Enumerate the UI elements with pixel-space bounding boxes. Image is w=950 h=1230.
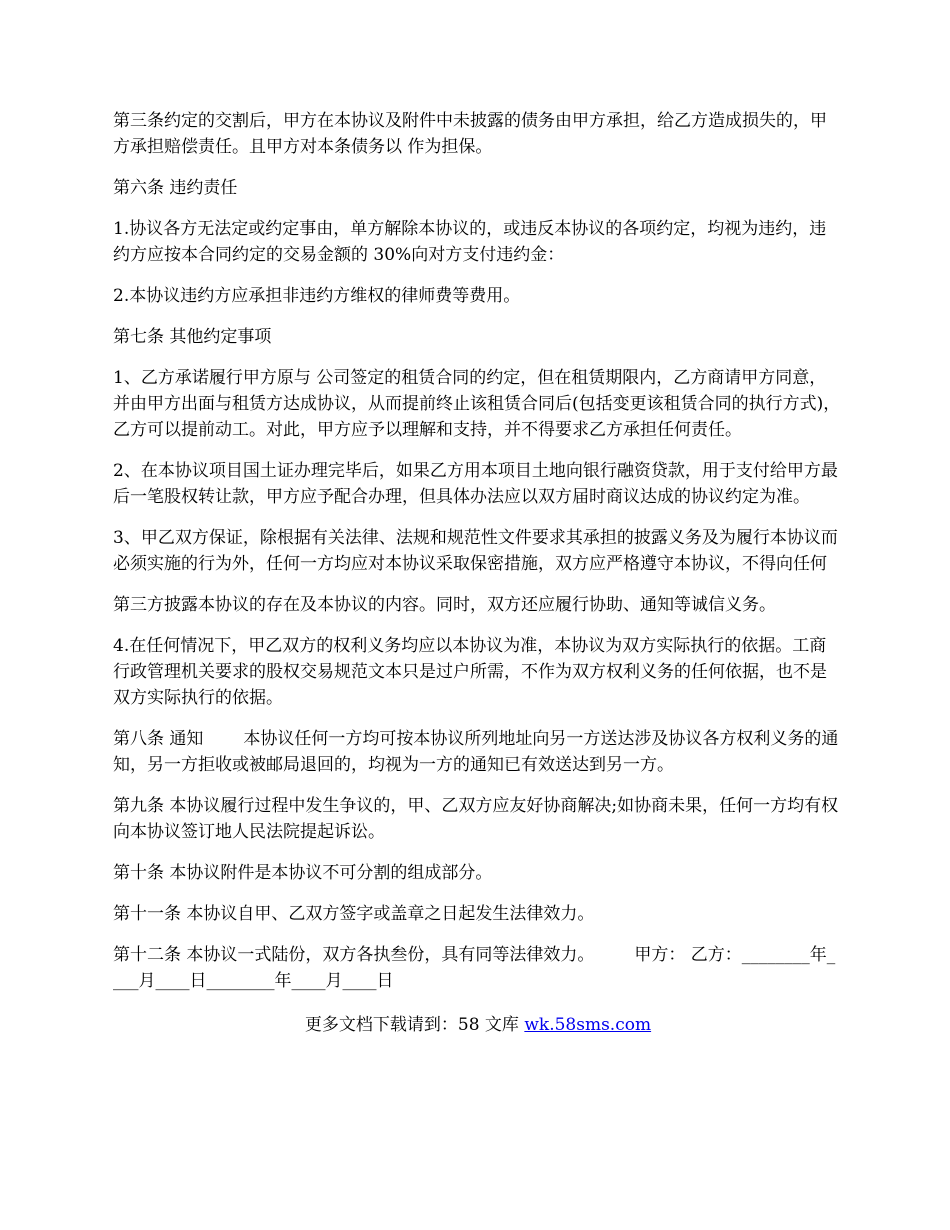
paragraph-other-4: 4.在任何情况下，甲乙双方的权利义务均应以本协议为准，本协议为双方实际执行的依据。工商行政管理机关要求的股权交易规范文本只是过户所需，不作为双方权利义务的任何依据，也不是双方实际执行的依据。	[113, 636, 827, 708]
article-12-text: 第十二条 本协议一式陆份，双方各执叁份，具有同等法律效力。	[113, 945, 595, 965]
paragraph-article-10: 第十条 本协议附件是本协议不可分割的组成部分。	[113, 863, 493, 883]
download-footer	[113, 1012, 843, 1038]
paragraph-breach-1: 1.协议各方无法定或约定事由，单方解除本协议的，或违反本协议的各项约定，均视为违约，违约方应按本合同约定的交易金额的 30%向对方支付违约金：	[113, 219, 827, 265]
paragraph-other-3-cont: 第三方披露本协议的存在及本协议的内容。同时，双方还应履行协助、通知等诚信义务。	[113, 595, 776, 615]
paragraph-other-3: 3、甲乙双方保证，除根据有关法律、法规和规范性文件要求其承担的披露义务及为履行本协议而必须实施的行为外，任何一方均应对本协议采取保密措施，双方应严格遵守本协议，不得向任何	[113, 528, 838, 574]
heading-article-7: 第七条 其他约定事项	[113, 327, 272, 347]
document-page	[113, 108, 843, 1038]
footer-prefix: 更多文档下载请到：58 文库	[304, 1015, 525, 1035]
paragraph-other-1: 1、乙方承诺履行甲方原与 公司签定的租赁合同的约定，但在租赁期限内，乙方商请甲方同意，并由甲方出面与租赁方达成协议，从而提前终止该租赁合同后(包括变更该租赁合同的执行方式)，乙方可以提前动工。对此，甲方应予以理解和支持，并不得要求乙方承担任何责任。	[113, 368, 841, 440]
article-8-body: 本协议任何一方均可按本协议所列地址向另一方送达涉及协议各方权利义务的通知，另一方拒收或被邮局退回的，均视为一方的通知已有效送达到另一方。	[113, 729, 839, 775]
paragraph-other-2: 2、在本协议项目国土证办理完毕后，如果乙方用本项目土地向银行融资贷款，用于支付给甲方最后一笔股权转让款，甲方应予配合办理，但具体办法应以双方届时商议达成的协议约定为准。	[113, 461, 838, 507]
article-8-title: 第八条 通知	[113, 729, 204, 749]
heading-article-6: 第六条 违约责任	[113, 178, 238, 198]
paragraph-article-11: 第十一条 本协议自甲、乙双方签字或盖章之日起发生法律效力。	[113, 904, 595, 924]
paragraph-article-9: 第九条 本协议履行过程中发生争议的，甲、乙双方应友好协商解决;如协商未果，任何一方均有权向本协议签订地人民法院提起诉讼。	[113, 796, 839, 842]
footer-site-link[interactable]: wk.58sms.com	[524, 1015, 652, 1035]
paragraph-breach-2: 2.本协议违约方应承担非违约方维权的律师费等费用。	[113, 286, 521, 306]
paragraph-article-12	[113, 942, 843, 994]
signature-line: 甲方： 乙方：________年____月____日________年____月____日	[113, 945, 836, 991]
paragraph-article-8	[113, 726, 843, 778]
paragraph-liability-intro: 第三条约定的交割后，甲方在本协议及附件中未披露的债务由甲方承担，给乙方造成损失的，甲方承担赔偿责任。且甲方对本条债务以 作为担保。	[113, 111, 827, 157]
